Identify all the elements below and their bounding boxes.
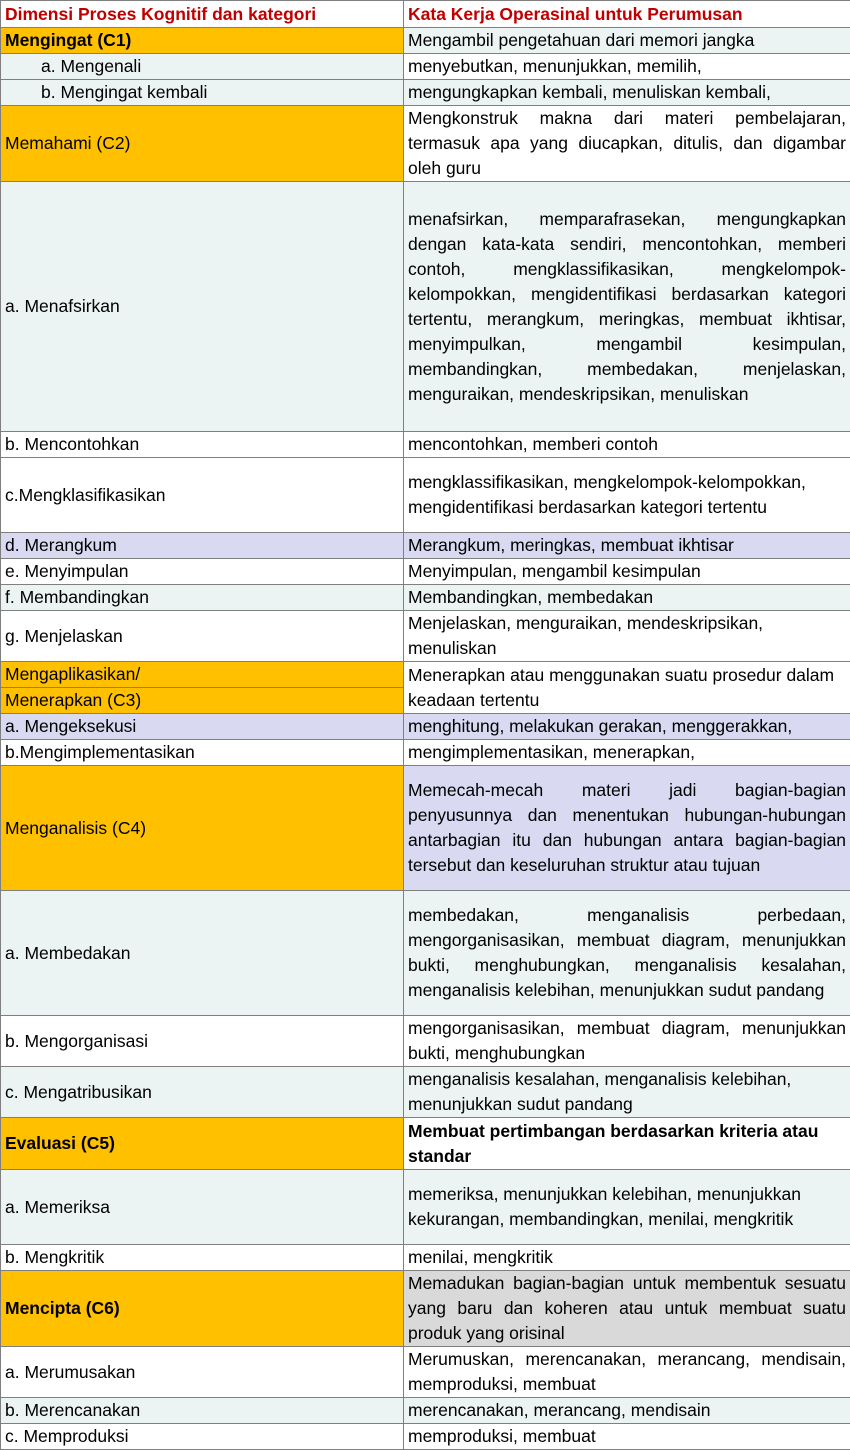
table-row <box>1 766 850 891</box>
dimension-cell: b. Mengorganisasi <box>1 1016 404 1067</box>
verbs-cell: Memadukan bagian-bagian untuk membentuk sesuatu yang baru dan koheren atau untuk membuat suatu produk yang orisinal <box>404 1271 850 1347</box>
verbs-cell: mengimplementasikan, menerapkan, <box>404 740 850 766</box>
header-verbs: Kata Kerja Operasinal untuk Perumusan <box>404 1 850 28</box>
dimension-cell: a. Merumusakan <box>1 1347 404 1398</box>
verbs-cell: Mengkonstruk makna dari materi pembelajaran, termasuk apa yang diucapkan, ditulis, dan digambar oleh guru <box>404 106 850 182</box>
table-row <box>1 1067 850 1118</box>
dimension-cell: Mencipta (C6) <box>1 1271 404 1347</box>
dimension-cell: b. Mencontohkan <box>1 432 404 458</box>
dimension-cell-continued: Menerapkan (C3) <box>1 688 404 714</box>
dimension-cell: Mengaplikasikan/ <box>1 662 404 688</box>
table-row <box>1 1016 850 1067</box>
verbs-cell: membedakan, menganalisis perbedaan, mengorganisasikan, membuat diagram, menunjukkan bukti, menghubungkan, menganalisis kesalahan, menganalisis kelebihan, menunjukkan sudut pandang <box>404 891 850 1016</box>
header-dimension: Dimensi Proses Kognitif dan kategori <box>1 1 404 28</box>
dimension-cell: b. Mengingat kembali <box>1 80 404 106</box>
dimension-cell: a. Memeriksa <box>1 1170 404 1245</box>
table-row <box>1 1271 850 1347</box>
dimension-cell: Menganalisis (C4) <box>1 766 404 891</box>
verbs-cell: menilai, mengkritik <box>404 1245 850 1271</box>
verbs-cell: menyebutkan, menunjukkan, memilih, <box>404 54 850 80</box>
dimension-cell: a. Menafsirkan <box>1 182 404 432</box>
dimension-cell: b. Merencanakan <box>1 1398 404 1424</box>
dimension-cell: e. Menyimpulan <box>1 559 404 585</box>
table-row <box>1 585 850 611</box>
verbs-cell: Menerapkan atau menggunakan suatu prosedur dalam keadaan tertentu <box>404 662 850 714</box>
verbs-cell: Membandingkan, membedakan <box>404 585 850 611</box>
verbs-cell: Membuat pertimbangan berdasarkan kriteria atau standar <box>404 1118 850 1170</box>
dimension-cell: c. Memproduksi <box>1 1424 404 1450</box>
table-row <box>1 432 850 458</box>
verbs-cell: Menyimpulan, mengambil kesimpulan <box>404 559 850 585</box>
table-row <box>1 1424 850 1450</box>
table-row <box>1 182 850 432</box>
table-row <box>1 662 850 688</box>
verbs-cell: Mengambil pengetahuan dari memori jangka <box>404 28 850 54</box>
table-row <box>1 54 850 80</box>
verbs-cell: merencanakan, merancang, mendisain <box>404 1398 850 1424</box>
verbs-cell: mengklassifikasikan, mengkelompok-kelompokkan, mengidentifikasi berdasarkan kategori tertentu <box>404 458 850 533</box>
verbs-cell: menghitung, melakukan gerakan, menggerakkan, <box>404 714 850 740</box>
dimension-cell: a. Membedakan <box>1 891 404 1016</box>
table-row <box>1 1245 850 1271</box>
dimension-cell: Evaluasi (C5) <box>1 1118 404 1170</box>
dimension-cell: d. Merangkum <box>1 533 404 559</box>
verbs-cell: Memecah-mecah materi jadi bagian-bagian penyusunnya dan menentukan hubungan-hubungan antarbagian itu dan hubungan antara bagian-bagian tersebut dan keseluruhan struktur atau tujuan <box>404 766 850 891</box>
dimension-cell: a. Mengeksekusi <box>1 714 404 740</box>
verbs-cell: Menjelaskan, menguraikan, mendeskripsikan, menuliskan <box>404 611 850 662</box>
verbs-cell: menafsirkan, memparafrasekan, mengungkapkan dengan kata-kata sendiri, mencontohkan, memberi contoh, mengklassifikasikan, mengkelompok-kelompokkan, mengidentifikasi berdasarkan kategori tertentu, merangkum, meringkas, membuat ikhtisar, menyimpulkan, mengambil kesimpulan, membandingkan, membedakan, menjelaskan, menguraikan, mendeskripsikan, menuliskan <box>404 182 850 432</box>
table-row <box>1 1398 850 1424</box>
dimension-cell: Memahami (C2) <box>1 106 404 182</box>
dimension-cell: c. Mengatribusikan <box>1 1067 404 1118</box>
dimension-cell: f. Membandingkan <box>1 585 404 611</box>
dimension-cell: c.Mengklasifikasikan <box>1 458 404 533</box>
table-row <box>1 714 850 740</box>
table-row <box>1 559 850 585</box>
verbs-cell: Merangkum, meringkas, membuat ikhtisar <box>404 533 850 559</box>
dimension-cell: a. Mengenali <box>1 54 404 80</box>
table-row <box>1 1347 850 1398</box>
table-row <box>1 80 850 106</box>
verbs-cell: mencontohkan, memberi contoh <box>404 432 850 458</box>
table-row <box>1 106 850 182</box>
verbs-cell: memeriksa, menunjukkan kelebihan, menunjukkan kekurangan, membandingkan, menilai, mengkritik <box>404 1170 850 1245</box>
table-header-row <box>1 1 850 28</box>
verbs-cell: Merumuskan, merencanakan, merancang, mendisain, memproduksi, membuat <box>404 1347 850 1398</box>
dimension-cell: b.Mengimplementasikan <box>1 740 404 766</box>
table-row <box>1 1170 850 1245</box>
verbs-cell: menganalisis kesalahan, menganalisis kelebihan, menunjukkan sudut pandang <box>404 1067 850 1118</box>
table-row <box>1 458 850 533</box>
table-row <box>1 891 850 1016</box>
dimension-cell: b. Mengkritik <box>1 1245 404 1271</box>
table-row <box>1 1118 850 1170</box>
verbs-cell: memproduksi, membuat <box>404 1424 850 1450</box>
table-row <box>1 28 850 54</box>
verbs-cell: mengorganisasikan, membuat diagram, menunjukkan bukti, menghubungkan <box>404 1016 850 1067</box>
table-row <box>1 611 850 662</box>
dimension-cell: g. Menjelaskan <box>1 611 404 662</box>
dimension-cell: Mengingat (C1) <box>1 28 404 54</box>
verbs-cell: mengungkapkan kembali, menuliskan kembali, <box>404 80 850 106</box>
table-row <box>1 533 850 559</box>
table-row <box>1 740 850 766</box>
